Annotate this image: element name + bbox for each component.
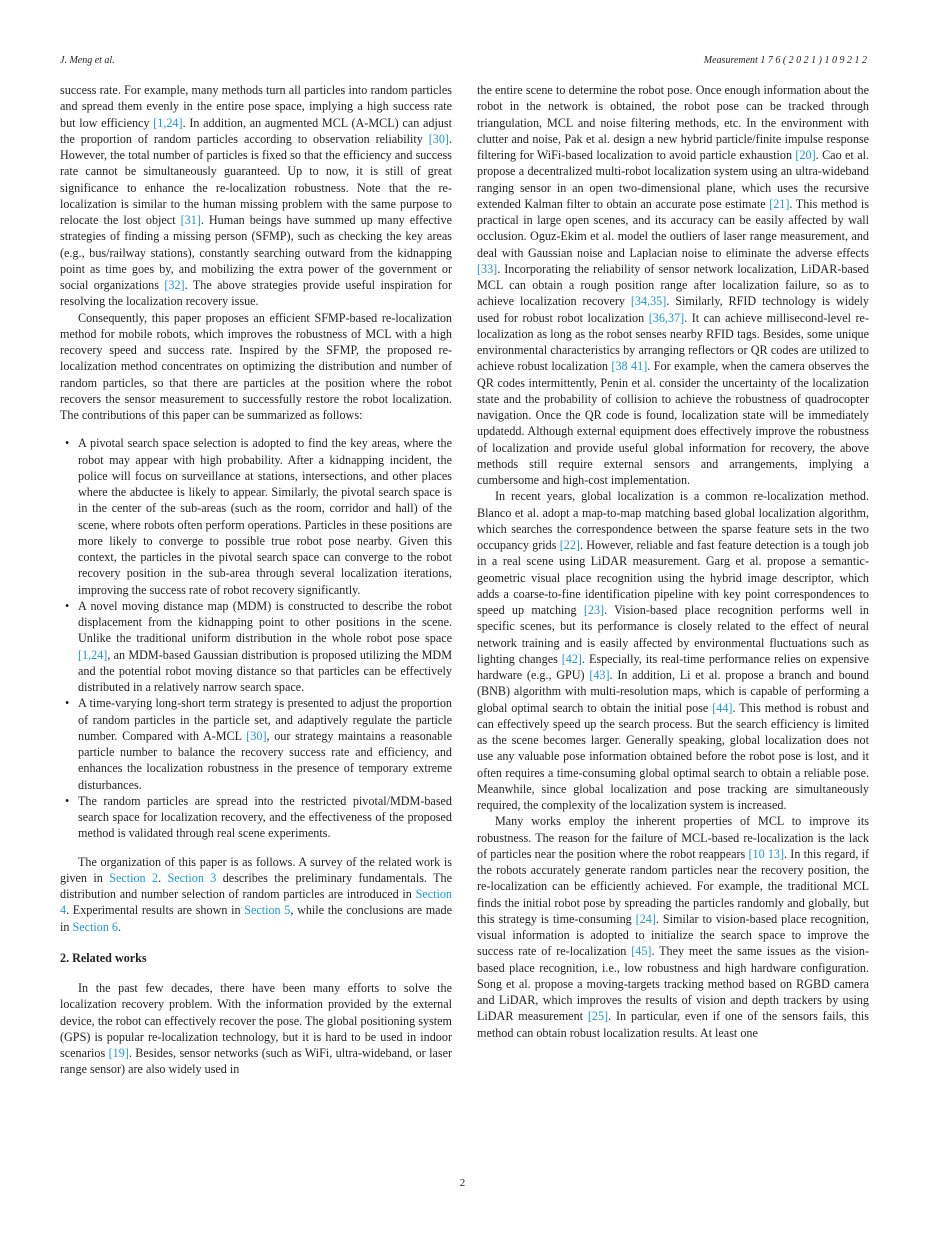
citation-link[interactable]: [32] [164,278,185,292]
citation-link[interactable]: [31] [180,213,201,227]
paragraph: Consequently, this paper proposes an efficient SFMP-based re-localization method for mobile robots, which improves the robustness of MCL with a high recovery speed and success rate. Inspired by the SFMP, the proposed re-localization method concentrates on optimizing the distribution and number of random particles, so that there are particles at the position where the robot recovers the sensor measurement to successfully restore the robot localization. The contributions of this paper can be summarized as follows: [60,310,452,422]
list-item: • A time-varying long-short term strategy is presented to adjust the proportion of random particles in the particle set, and adaptively regulate the particle number. Compared with A-MCL [30], our strategy maintains a reasonable particle number to balance the recovery success rate and efficiency, and enhances the localization robustness in the presence of temporary extreme disturbances. [60,695,452,793]
left-column [60,82,452,1078]
section-link[interactable]: Section 5 [244,903,291,918]
citation-link[interactable]: [1,24] [78,647,108,662]
citation-link[interactable]: [36,37] [648,310,685,325]
citation-link[interactable]: [25] [587,1009,609,1024]
citation-link[interactable]: [19] [108,1046,129,1060]
list-item: • The random particles are spread into the restricted pivotal/MDM-based search space for localization recovery, and the effectiveness of the proposed method is validated through real scene experiments. [60,793,452,842]
section-heading: 2. Related works [60,950,147,965]
paragraph: Many works employ the inherent properties of MCL to improve its robustness. The reason for the failure of MCL-based re-localization is the lack of particles near the position where the robot reappears [10 13]. In this regard, if the robots accurately generate random particles near the recovery position, the re-localization can be efficiently achieved. For example, the traditional MCL finds the initial robot pose by spreading the particles randomly and globally, but this strategy is time-consuming [24]. Similar to vision-based place recognition, visual information is adopted to initialize the search space to improve the success rate of re-localization [45]. They meet the same issues as the vision-based place recognition, i.e., low robustness and high hardware configuration. Song et al. propose a moving-targets tracking method based on RGBD camera and LiDAR, which improves the results of vision and depth trackers by using LiDAR measurement [25]. In particular, even if one of the sensors fails, this method can obtain robust localization results. At least one [477,814,870,1040]
citation-link[interactable]: [34,35] [630,294,667,309]
paragraph: The organization of this paper is as follows. A survey of the related work is given in Section 2. Section 3 describes the preliminary fundamentals. The distribution and number selection of random particles are introduced in Section 4. Experimental results are shown in Section 5, while the conclusions are made in Section 6. [60,854,453,934]
citation-link[interactable]: [10 13] [748,846,785,861]
citation-link[interactable]: [43] [589,668,610,682]
running-header-authors: J. Meng et al. [60,55,115,66]
paragraph: the entire scene to determine the robot pose. Once enough information about the robot in the network is obtained, the robot pose can be tracked through triangulation, MCL and noise filtering methods, etc. In the environment with clutter and noise, Pak et al. design a new hybrid particle/finite impulse response filtering for WiFi-based localization to avoid particle exhaustion [20]. Cao et al. propose a decentralized multi-robot localization system using an ultra-wideband ranging sensor in an open two-dimensional plane, which uses the recursive extended Kalman filter to obtain an accurate pose estimate [21]. This method is practical in large open scenes, and its accuracy can be easily affected by wall occlusion. Oguz-Ekim et al. model the outliers of laser range measurement, and deal with Gaussian noise and Laplacian noise to eliminate the adverse effects [33]. Incorporating the reliability of sensor network localization, LiDAR-based MCL can obtain a rough position range after localization failure, so as to achieve localization recovery [34,35]. Similarly, RFID technology is widely used for robust robot localization [36,37]. It can achieve millisecond-level re-localization as long as the robot senses nearby RFID tags. Besides, some unique environmental characteristics by arranging reflectors or QR codes are utilized to achieve robust localization [38 41]. For example, when the camera observes the QR codes intermittently, Penin et al. consider the uncertainty of the localization state and the probability of collision to achieve the robustness of quadrocopter navigation. Once the QR code is found, localization state will be immediately updatedd. Although external equipment does effectively improve the robustness of localization and provide useful global information for recovery, the above methods still require external sensors and arrangements, implying a cumbersome and high-cost implementation. [477,83,869,487]
list-item: • A pivotal search space selection is adopted to find the key areas, where the robot may appear with high probability. After a kidnapping incident, the police will focus on surveillance at stations, intersections, and other places where the abductee is likely to appear. Similarly, the pivotal search space is in the center of the sub-areas (such as the room, corridor and hall) of the scene, where robots often perform operations. Particles in these positions are more likely to converge to possible true robot pose nearby. Given this context, the particles in the pivotal search space can converge to the robot recovery position in the sub-area through several localization iterations, improving the success rate of robot recovery significantly. [60,435,452,598]
citation-link[interactable]: [1,24] [153,115,183,130]
citation-link[interactable]: [22] [559,538,580,552]
citation-link[interactable]: [23] [583,603,605,617]
citation-link[interactable]: [38 41] [611,359,648,374]
contributions-list [60,435,452,841]
paragraph: success rate. For example, many methods turn all particles into random particles and spread them evenly in the entire pose space, implying a high success rate but low efficiency [1,24]. In addition, an augmented MCL (A-MCL) can adjust the proportion of random particles according to observation reliability [30]. However, the total number of particles is fixed so that the efficiency and success rate cannot be simultaneously guaranteed. Up to now, it is still of great significance to enhance the re-localization robustness. Note that the re-localization is similar to the human missing problem with the same purpose to relocate the lost object [31]. Human beings have summed up many effective strategies of finding a missing person (SFMP), such as checking the key areas (e.g., bus/railway stations), constantly searching outward from the kidnapping point as time goes by, and mobilizing the extra power of the government or social organizations [32]. The above strategies provide useful inspiration for resolving the localization recovery issue. [60,83,452,309]
citation-link[interactable]: [42] [561,651,582,666]
running-header-journal: Measurement 1 7 6 ( 2 0 2 1 ) 1 0 9 2 1 2 [703,55,867,66]
citation-link[interactable]: [45] [631,944,652,959]
paragraph: In the past few decades, there have been many efforts to solve the localization recovery problem. With the information provided by the external device, the robot can effectively recover the pose. The global positioning system (GPS) is popular re-localization technology, but it is hard to be used in indoor scenarios [19]. Besides, sensor networks (such as WiFi, ultra-wideband, or laser range sensor) are also widely used in [60,981,452,1077]
citation-link[interactable]: [20] [795,148,816,162]
list-item: • A novel moving distance map (MDM) is constructed to describe the robot displacement from the kidnapping point to other positions in the scene. Unlike the traditional uniform distribution in the whole robot pose space [1,24], an MDM-based Gaussian distribution is proposed utilizing the MDM and the potential robot moving distance so that particles can be effectively distributed in a relatively narrow search space. [60,598,452,696]
citation-link[interactable]: [24] [635,911,656,926]
citation-link[interactable]: [44] [712,700,733,715]
citation-link[interactable]: [21] [769,196,790,211]
section-link[interactable]: Section 4 [60,887,452,918]
section-link[interactable]: Section 3 [167,870,217,885]
citation-link[interactable]: [30] [246,728,267,743]
section-link[interactable]: Section 6 [72,919,119,934]
page-number: 2 [459,1177,466,1189]
paragraph: In recent years, global localization is a common re-localization method. Blanco et al. adopt a map-to-map matching based global localization algorithm, which searches the correspondence between the sparse feature sets in the two occupancy grids [22]. However, reliable and fast feature detection is a tough job in a real scene using LiDAR measurement. Garg et al. propose a semantic-geometric visual place recognition using the hybrid image descriptor, which adds a coarse-to-fine identification pipeline with key point correspondences to speed up matching [23]. Vision-based place recognition performs well in specific scenes, but its performance is closely related to the effect of neural network training and is easily affected by environmental fluctuations such as lighting changes [42]. Especially, its real-time performance relies on expensive hardware (e.g., GPU) [43]. In addition, Li et al. propose a branch and bound (BNB) algorithm with multi-resolution maps, which is capable of performing a global optimal search to obtain the initial pose [44]. This method is robust and can effectively speed up the search process. But the search efficiency is limited as the scene becomes larger. Generally speaking, global localization does not use any valuable pose information obtained before the robot pose is lost, and it often requires a time-consuming global optimal search to obtain a reliable pose. Meanwhile, since global localization and pose tracking are simultaneously required, the complexity of the localization system is increased. [477,489,870,812]
section-link[interactable]: Section 2 [109,870,159,885]
citation-link[interactable]: [30] [428,131,449,146]
citation-link[interactable]: [33] [477,261,498,276]
right-column [477,82,869,1041]
